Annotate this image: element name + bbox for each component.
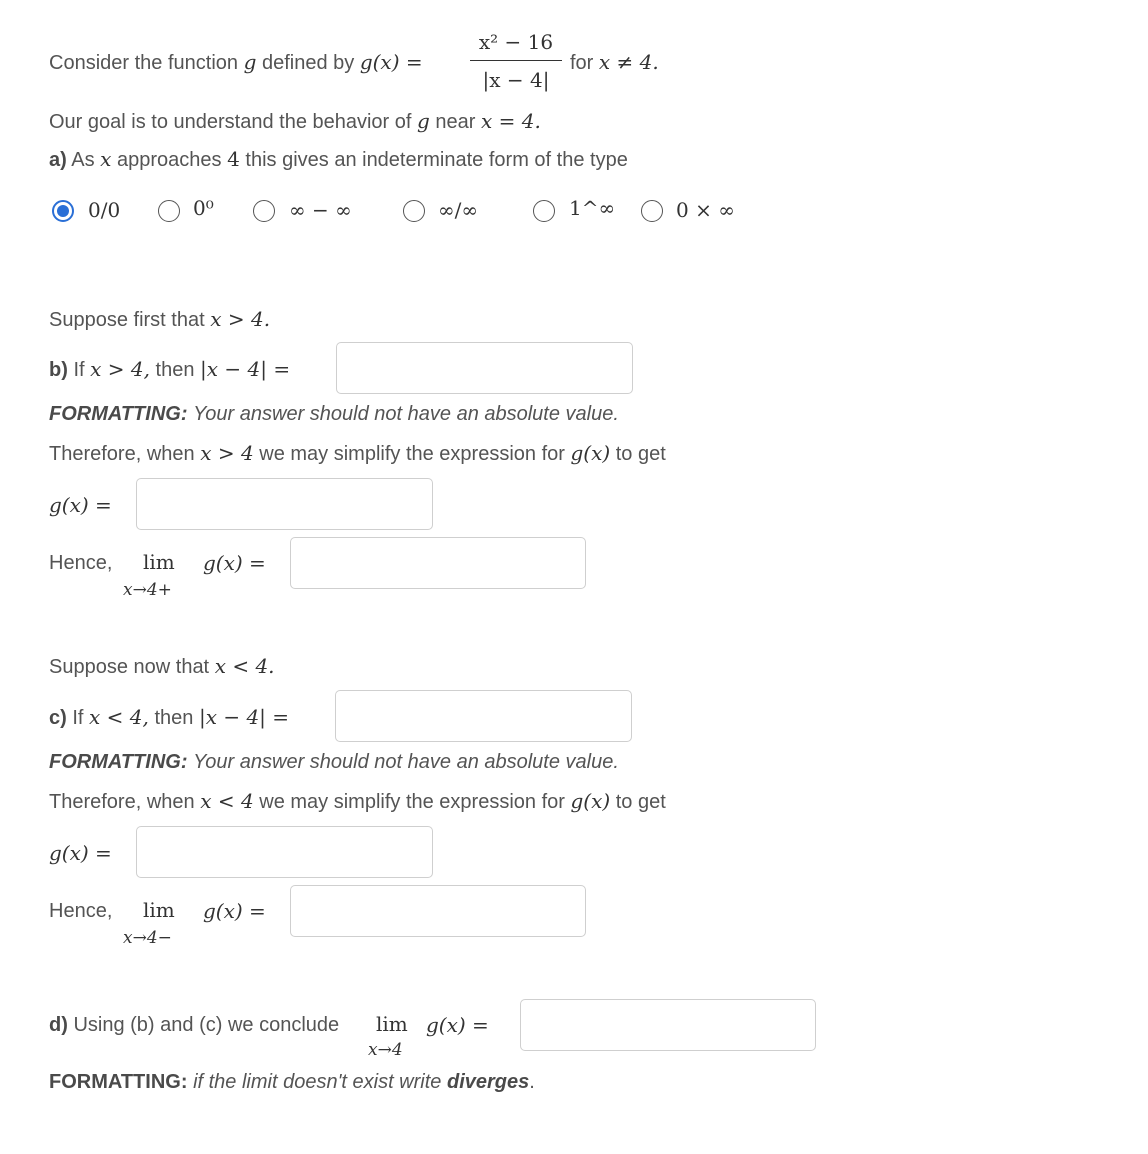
- formatting-note-d: FORMATTING: if the limit doesn't exist write diverges.: [49, 1071, 535, 1093]
- radio-option-0-times-inf[interactable]: [641, 200, 663, 222]
- lim-sub-c: x→4−: [123, 928, 172, 948]
- gx-label-c: g(x) =: [49, 841, 112, 865]
- left-limit-input[interactable]: [290, 885, 586, 937]
- fraction-numerator: x² − 16: [478, 30, 554, 54]
- formatting-note-c: FORMATTING: Your answer should not have an absolute value.: [49, 751, 619, 773]
- radio-option-0-over-0[interactable]: [52, 200, 74, 222]
- option-label-inf-over-inf: ∞/∞: [438, 198, 479, 222]
- intro-line: Consider the function g defined by g(x) =: [49, 50, 423, 74]
- part-a-question: a) As x approaches 4 this gives an indeterminate form of the type: [49, 147, 628, 171]
- therefore-line-b: Therefore, when x > 4 we may simplify the expression for g(x) to get: [49, 441, 666, 465]
- option-label-0-times-inf: 0 × ∞: [676, 198, 735, 222]
- option-label-inf-minus-inf: ∞ − ∞: [289, 198, 352, 222]
- therefore-line-c: Therefore, when x < 4 we may simplify the expression for g(x) to get: [49, 789, 666, 813]
- lim-c: lim: [143, 898, 175, 922]
- radio-option-1-pow-inf[interactable]: [533, 200, 555, 222]
- abs-value-answer-input-b[interactable]: [336, 342, 633, 394]
- intro-condition: for x ≠ 4.: [570, 50, 659, 74]
- suppose-greater: Suppose first that x > 4.: [49, 307, 271, 331]
- simplified-g-input-c[interactable]: [136, 826, 433, 878]
- lim-sub-b: x→4+: [123, 580, 172, 600]
- radio-option-inf-minus-inf[interactable]: [253, 200, 275, 222]
- lim-g-d: g(x) =: [426, 1013, 489, 1037]
- lim-g-b: g(x) =: [203, 551, 266, 575]
- lim-sub-d: x→4: [368, 1040, 403, 1060]
- fraction-denominator: |x − 4|: [482, 68, 550, 92]
- formatting-note-b: FORMATTING: Your answer should not have an absolute value.: [49, 403, 619, 425]
- part-b-question: b) If x > 4, then |x − 4| =: [49, 357, 291, 381]
- right-limit-input[interactable]: [290, 537, 586, 589]
- option-label-0-over-0: 0/0: [88, 198, 121, 222]
- option-label-1-pow-inf: 1^∞: [569, 196, 616, 220]
- hence-c: Hence,: [49, 900, 113, 922]
- radio-option-inf-over-inf[interactable]: [403, 200, 425, 222]
- radio-option-0-pow-0[interactable]: [158, 200, 180, 222]
- lim-g-c: g(x) =: [203, 899, 266, 923]
- abs-value-answer-input-c[interactable]: [335, 690, 632, 742]
- part-d-question: d) Using (b) and (c) we conclude: [49, 1014, 340, 1036]
- option-label-0-pow-0: 0⁰: [193, 196, 214, 220]
- lim-b: lim: [143, 550, 175, 574]
- part-c-question: c) If x < 4, then |x − 4| =: [49, 705, 290, 729]
- lim-d: lim: [376, 1012, 408, 1036]
- fraction-bar: [470, 60, 562, 61]
- suppose-less: Suppose now that x < 4.: [49, 654, 275, 678]
- goal-line: Our goal is to understand the behavior of g near x = 4.: [49, 109, 541, 133]
- hence-b: Hence,: [49, 552, 113, 574]
- gx-label-b: g(x) =: [49, 493, 112, 517]
- simplified-g-input-b[interactable]: [136, 478, 433, 530]
- two-sided-limit-input[interactable]: [520, 999, 816, 1051]
